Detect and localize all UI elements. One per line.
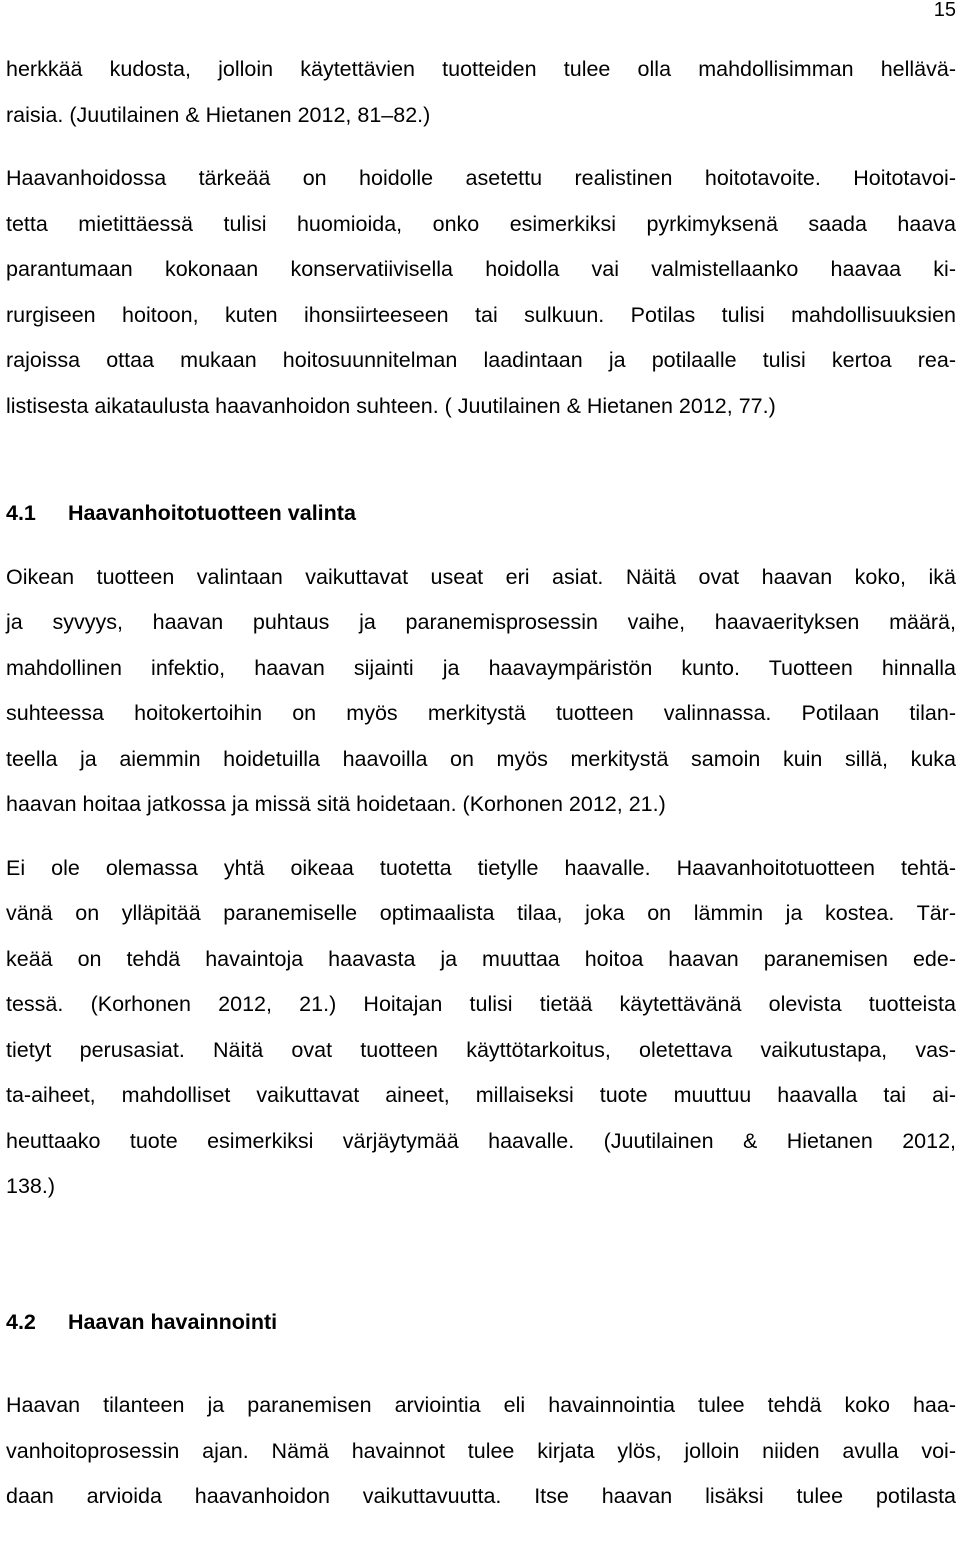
paragraph: [6, 555, 956, 828]
text-line: tetta mietittäessä tulisi huomioida, onko esimerkiksi pyrkimyksenä saada haava: [6, 211, 956, 236]
text-line: Haavan tilanteen ja paranemisen arviointia eli havainnointia tulee tehdä koko haa-: [6, 1393, 956, 1417]
text-line: ja syvyys, haavan puhtaus ja paranemisprosessin vaihe, haavaerityksen määrä,: [6, 610, 956, 634]
section-title: Haavanhoitotuotteen valinta: [68, 501, 356, 525]
text-line: tietyt perusasiat. Näitä ovat tuotteen käyttötarkoitus, oletettava vaikutustapa, vas-: [6, 1037, 956, 1062]
page-number: 15: [933, 0, 956, 21]
text-line: rurgiseen hoitoon, kuten ihonsiirteeseen tai sulkuun. Potilas tulisi mahdollisuuksien: [6, 302, 956, 327]
paragraph: [6, 846, 956, 1210]
text-line: heuttaako tuote esimerkiksi värjäytymää haavalle. (Juutilainen & Hietanen 2012,: [6, 1128, 956, 1153]
text-line: mahdollinen infektio, haavan sijainti ja haavaympäristön kunto. Tuotteen hinnalla: [6, 655, 956, 680]
text-line: Haavanhoidossa tärkeää on hoidolle asetettu realistinen hoitotavoite. Hoitotavoi-: [6, 166, 956, 190]
text-line: suhteessa hoitokertoihin on myös merkitystä tuotteen valinnassa. Potilaan tilan-: [6, 701, 956, 725]
text-line: tessä. (Korhonen 2012, 21.) Hoitajan tulisi tietää käytettävänä olevista tuotteista: [6, 992, 956, 1016]
text-line: haavan hoitaa jatkossa ja missä sitä hoidetaan. (Korhonen 2012, 21.): [6, 792, 666, 816]
section-heading: [6, 491, 956, 537]
text-line: Ei ole olemassa yhtä oikeaa tuotetta tietylle haavalle. Haavanhoitotuotteen tehtä-: [6, 855, 956, 880]
paragraph: [6, 47, 956, 138]
text-line: daan arvioida haavanhoidon vaikuttavuutta. Itse haavan lisäksi tulee potilasta: [6, 1484, 956, 1508]
text-line: ta-aiheet, mahdolliset vaikuttavat aineet, millaiseksi tuote muuttuu haavalla tai ai-: [6, 1083, 956, 1107]
text-line: rajoissa ottaa mukaan hoitosuunnitelman laadintaan ja potilaalle tulisi kertoa rea-: [6, 348, 956, 372]
text-line: vanhoitoprosessin ajan. Nämä havainnot tulee kirjata ylös, jolloin niiden avulla voi-: [6, 1438, 956, 1463]
document-body: [6, 47, 956, 1520]
section-number: 4.2: [6, 1309, 36, 1334]
text-line: 138.): [6, 1174, 56, 1198]
text-line: Oikean tuotteen valintaan vaikuttavat useat eri asiat. Näitä ovat haavan koko, ikä: [6, 564, 956, 589]
text-line: herkkää kudosta, jolloin käytettävien tuotteiden tulee olla mahdollisimman hellävä-: [6, 57, 956, 81]
text-line: keää on tehdä havaintoja haavasta ja muuttaa hoitoa haavan paranemisen ede-: [6, 946, 956, 971]
text-line: listisesta aikataulusta haavanhoidon suhteen. ( Juutilainen & Hietanen 2012, 77.): [6, 393, 776, 418]
text-line: parantumaan kokonaan konservatiivisella hoidolla vai valmistellaanko haavaa ki-: [6, 257, 956, 281]
text-line: teella ja aiemmin hoidetuilla haavoilla on myös merkitystä samoin kuin sillä, kuka: [6, 746, 956, 771]
section-heading: [6, 1300, 956, 1346]
paragraph: [6, 156, 956, 429]
text-line: raisia. (Juutilainen & Hietanen 2012, 81–82.): [6, 102, 431, 127]
section-number: 4.1: [6, 501, 36, 525]
paragraph: [6, 1383, 956, 1520]
section-title: Haavan havainnointi: [68, 1309, 278, 1334]
text-line: vänä on ylläpitää paranemiselle optimaalista tilaa, joka on lämmin ja kostea. Tär-: [6, 901, 956, 925]
